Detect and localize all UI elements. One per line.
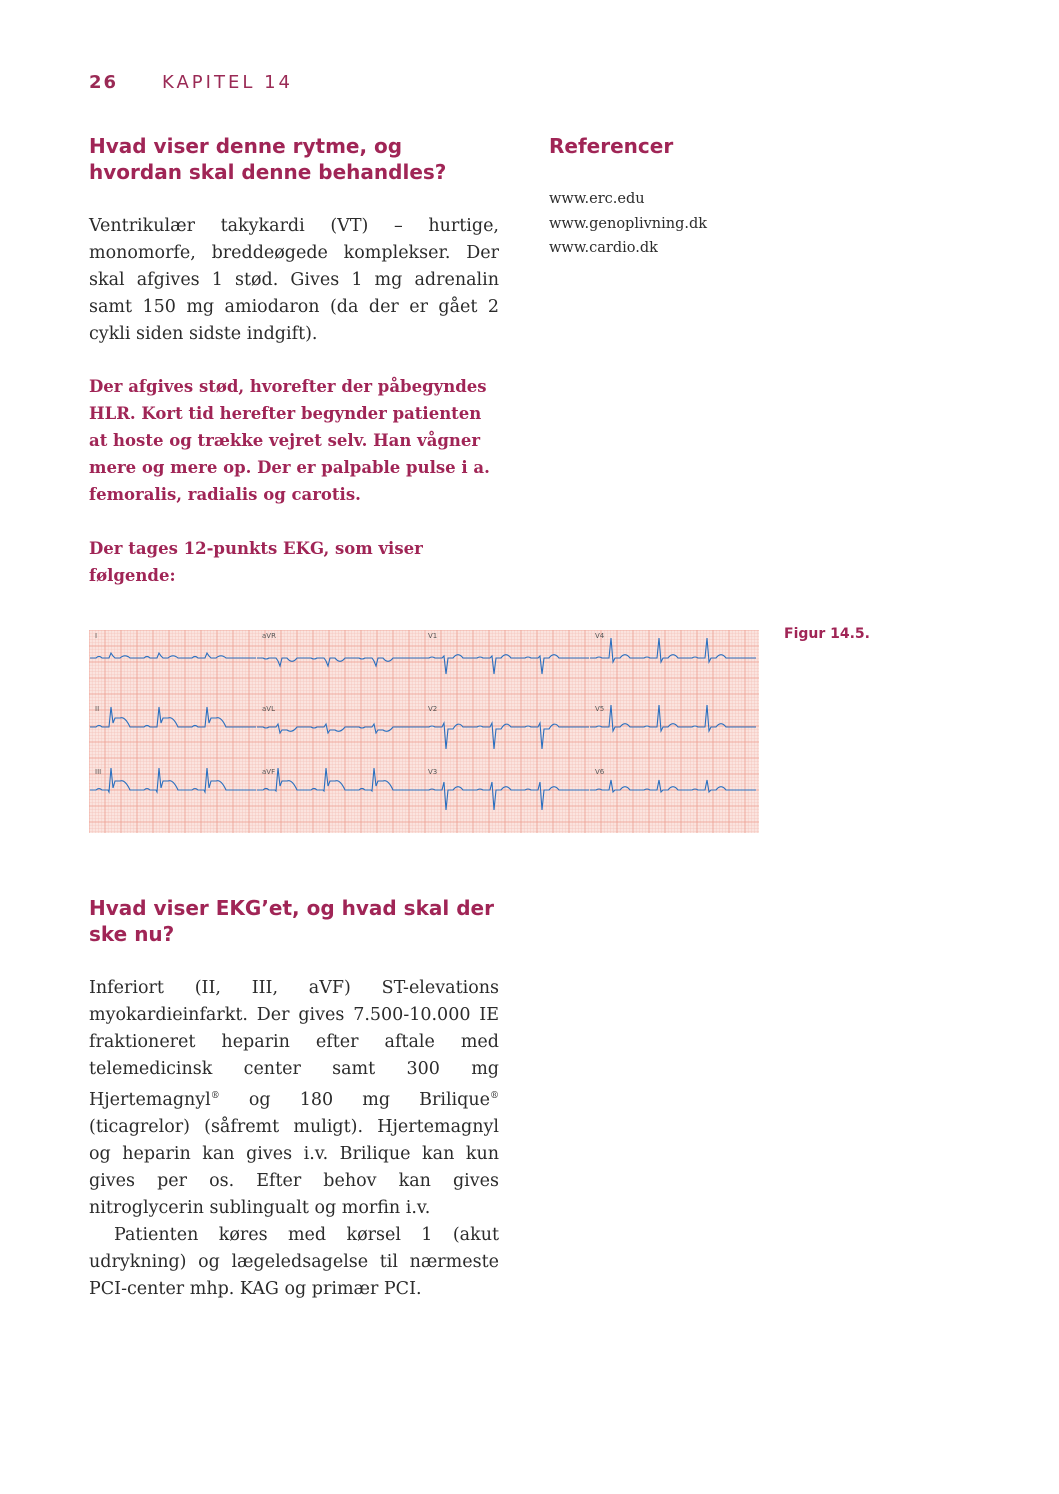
ecg-lead-label: V2 [428, 705, 438, 713]
reference-link[interactable]: www.erc.edu [549, 191, 645, 207]
main-column [89, 133, 499, 589]
section1-answer: Ventrikulær takykardi (VT) – hurtige, monomorfe, breddeøgede komplekser. Der skal afgives 1 stød. Gives 1 mg adrenalin samt 150 mg amiodaron (da der er gået 2 cykli siden sidste indgift). [89, 216, 499, 344]
ecg-lead-label: III [95, 768, 102, 776]
ecg-lead-label: V1 [428, 632, 438, 640]
references-list [549, 187, 799, 261]
ecg-lead-label: V5 [595, 705, 605, 713]
ecg-lead-label: aVF [262, 768, 276, 776]
ecg-lead-label: aVR [262, 632, 276, 640]
ecg-lead-label: V3 [428, 768, 438, 776]
section1-heading: Hvad viser denne rytme, og hvordan skal denne behandles? [89, 134, 447, 184]
chapter-title: KAPITEL 14 [162, 72, 293, 93]
running-head [89, 72, 293, 93]
ecg-lead-label: aVL [262, 705, 275, 713]
reference-link[interactable]: www.genoplivning.dk [549, 215, 708, 232]
section2-heading: Hvad viser EKG’et, og hvad skal der ske nu? [89, 896, 494, 946]
reference-link[interactable]: www.cardio.dk [549, 240, 658, 256]
ecg-lead-label: V6 [595, 768, 605, 776]
section2-paragraph-2: Patienten køres med kørsel 1 (akut udrykning) og lægeledsagelse til nærmeste PCI-center mhp. KAG og primær PCI. [89, 1224, 499, 1299]
page-number: 26 [89, 72, 119, 93]
ecg-lead-label: I [95, 632, 98, 640]
case-text-1: Der afgives stød, hvorefter der påbegyndes HLR. Kort tid herefter begynder patienten at hoste og trække vejret selv. Han vågner mere og mere op. Der er palpable pulse i a. femoralis, radialis og carotis. [89, 377, 490, 504]
ecg-lead-label: II [95, 705, 100, 713]
ecg-lead-label: V4 [595, 632, 605, 640]
figure-caption: Figur 14.5. [784, 626, 870, 642]
references-heading: Referencer [549, 134, 674, 158]
ecg-figure [89, 630, 759, 833]
section2 [89, 895, 499, 1303]
references-column [549, 133, 799, 261]
section2-paragraph-1: Inferiort (II, III, aVF) ST-elevations myokardieinfarkt. Der gives 7.500-10.000 IE fraktioneret heparin efter aftale med telemedicinsk center samt 300 mg Hjertemagnyl® og 180 mg Brilique® (ticagrelor) (såfremt muligt). Hjertemagnyl og heparin kan gives i.v. Brilique kan kun gives per os. Efter behov kan gives nitroglycerin sublingualt og morfin i.v. [89, 978, 499, 1218]
case-text-2: Der tages 12-punkts EKG, som viser følgende: [89, 539, 423, 585]
